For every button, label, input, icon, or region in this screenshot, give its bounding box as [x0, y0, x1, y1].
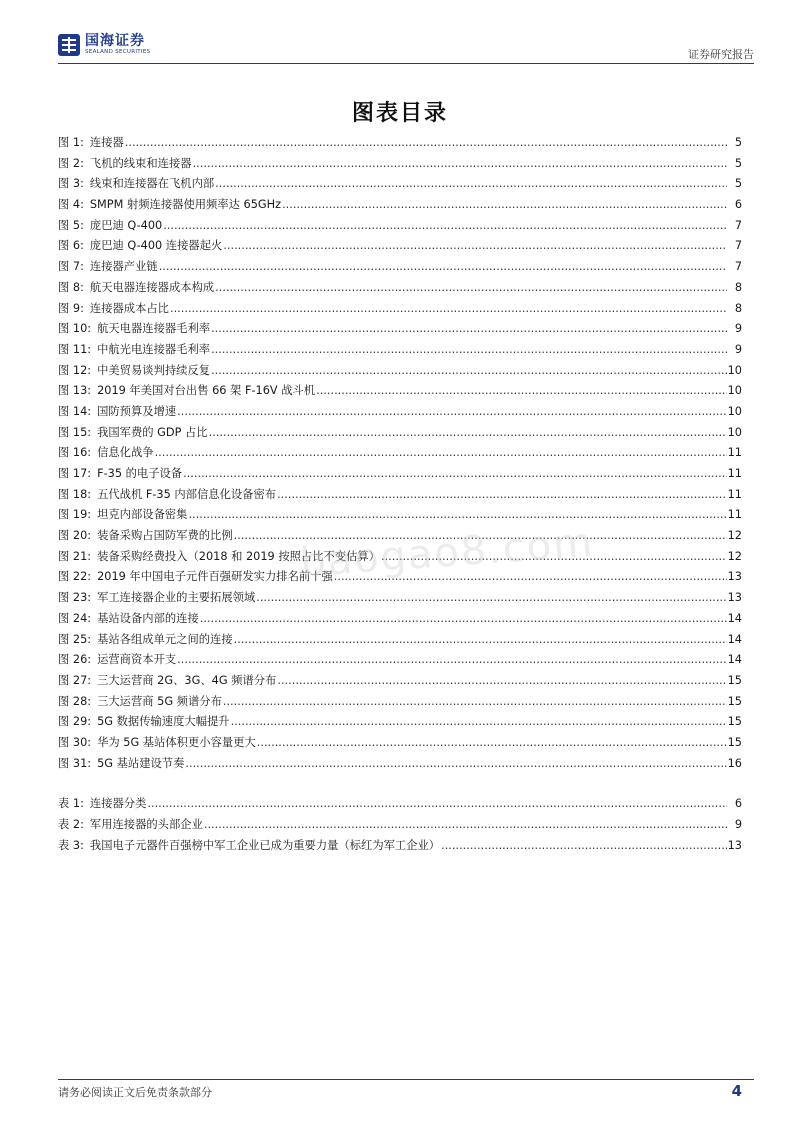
entry-number: 图 9:: [58, 301, 84, 315]
section-gap: [58, 775, 742, 795]
entry-title: 三大运营商 5G 频谱分布: [97, 694, 222, 708]
entry-number: 图 7:: [58, 260, 84, 274]
entry-number: 图 28:: [58, 694, 92, 708]
entry-title: 2019 年中国电子元件百强研发实力排名前十强: [97, 570, 333, 584]
entry-number: 图 19:: [58, 508, 92, 522]
entry-number: 图 22:: [58, 570, 92, 584]
logo-chinese-name: 国海证券: [85, 33, 145, 50]
dot-leader: [277, 488, 727, 501]
dot-leader: [211, 364, 727, 377]
page-header: [58, 30, 754, 64]
entry-title: 信息化战争: [97, 446, 154, 460]
entry-number: 图 4:: [58, 198, 84, 212]
figure-entry[interactable]: [58, 237, 742, 258]
figure-entry[interactable]: [58, 755, 742, 776]
entry-number: 表 2:: [58, 818, 84, 831]
entry-number: 图 11:: [58, 342, 92, 356]
entry-title: 航天电器连接器毛利率: [97, 322, 211, 336]
entry-number: 表 1:: [58, 797, 84, 811]
entry-page-number: 11: [727, 467, 742, 480]
dot-leader: [163, 219, 727, 232]
entry-page-number: 9: [734, 342, 742, 356]
table-entry[interactable]: [58, 816, 742, 837]
figure-entry[interactable]: [58, 465, 742, 486]
entry-page-number: 9: [734, 322, 742, 336]
dot-leader: [282, 198, 727, 211]
figure-table-of-contents: [58, 134, 742, 857]
figure-entry[interactable]: [58, 341, 742, 362]
entry-number: 图 13:: [58, 384, 92, 398]
entry-number: 图 1:: [58, 136, 84, 149]
figure-entry[interactable]: [58, 506, 742, 527]
dot-leader: [223, 695, 727, 708]
entry-page-number: 7: [734, 218, 742, 232]
entry-title: 基站设备内部的连接: [97, 611, 199, 625]
dot-leader: [200, 612, 727, 625]
footer-divider: [58, 1079, 754, 1080]
entry-page-number: 10: [727, 363, 742, 377]
entry-page-number: 14: [727, 611, 742, 625]
entry-title: F-35 的电子设备: [97, 467, 183, 480]
entry-title: 坦克内部设备密集: [97, 508, 188, 522]
table-entry[interactable]: [58, 837, 742, 858]
figure-entry[interactable]: [58, 589, 742, 610]
dot-leader: [211, 343, 727, 356]
entry-number: 图 25:: [58, 632, 92, 646]
entry-title: 国防预算及增速: [97, 404, 177, 418]
entry-page-number: 6: [734, 797, 742, 811]
page-title: 图表目录: [351, 101, 448, 126]
entry-number: 图 16:: [58, 446, 92, 460]
entry-page-number: 11: [727, 508, 742, 522]
entry-title: 2019 年美国对台出售 66 架 F-16V 战斗机: [97, 384, 316, 398]
entry-title: 航天电器连接器成本构成: [89, 280, 215, 294]
dot-leader: [177, 405, 726, 418]
dot-leader: [215, 281, 727, 294]
entry-page-number: 13: [727, 570, 742, 584]
report-type-label: 证券研究报告: [688, 48, 754, 61]
figure-entry[interactable]: [58, 486, 742, 507]
entry-page-number: 10: [727, 384, 742, 398]
entry-number: 图 24:: [58, 611, 92, 625]
entry-page-number: 5: [734, 156, 742, 170]
dot-leader: [316, 384, 727, 397]
entry-number: 图 31:: [58, 756, 92, 770]
entry-page-number: 13: [727, 591, 742, 605]
dot-leader: [170, 302, 727, 315]
entry-title: 连接器产业链: [89, 260, 158, 274]
entry-number: 图 5:: [58, 218, 84, 232]
entry-page-number: 9: [734, 818, 742, 831]
figure-entry[interactable]: [58, 134, 742, 155]
table-list: [58, 795, 742, 857]
entry-page-number: 15: [727, 715, 742, 729]
figure-entry[interactable]: [58, 300, 742, 321]
dot-leader: [441, 839, 727, 852]
dot-leader: [231, 715, 727, 728]
watermark: baogao8.com: [298, 519, 596, 587]
entry-title: 五代战机 F-35 内部信息化设备密布: [97, 487, 277, 501]
sealand-logo-icon: [58, 34, 80, 56]
entry-page-number: 11: [727, 487, 742, 501]
entry-page-number: 8: [734, 280, 742, 294]
header-divider: [58, 63, 754, 64]
figure-entry[interactable]: [58, 362, 742, 383]
entry-title: 三大运营商 2G、3G、4G 频谱分布: [97, 673, 277, 687]
entry-title: 连接器分类: [89, 797, 147, 811]
entry-number: 图 30:: [58, 735, 92, 749]
entry-title: 我国电子元器件百强榜中军工企业已成为重要力量（标红为军工企业）: [89, 838, 441, 852]
figure-entry[interactable]: [58, 258, 742, 279]
entry-page-number: 11: [727, 446, 742, 460]
entry-title: 庞巴迪 Q-400 连接器起火: [89, 239, 223, 253]
figure-entry[interactable]: [58, 217, 742, 238]
entry-number: 图 2:: [58, 156, 84, 170]
entry-number: 图 10:: [58, 322, 92, 336]
entry-number: 图 26:: [58, 653, 92, 667]
figure-entry[interactable]: [58, 279, 742, 300]
figure-entry[interactable]: [58, 444, 742, 465]
dot-leader: [211, 322, 727, 335]
figure-entry[interactable]: [58, 651, 742, 672]
figure-entry[interactable]: [58, 320, 742, 341]
entry-page-number: 12: [727, 549, 742, 563]
entry-title: 5G 数据传输速度大幅提升: [97, 715, 230, 729]
entry-number: 图 14:: [58, 404, 92, 418]
entry-page-number: 10: [727, 425, 742, 439]
dot-leader: [234, 633, 727, 646]
logo-english-name: SEALAND SECURITIES: [85, 49, 151, 56]
entry-title: SMPM 射频连接器使用频率达 65GHz: [89, 198, 282, 212]
entry-title: 我国军费的 GDP 占比: [97, 425, 208, 439]
entry-title: 线束和连接器在飞机内部: [89, 177, 215, 191]
figure-entry[interactable]: [58, 610, 742, 631]
entry-number: 图 8:: [58, 280, 84, 294]
entry-number: 图 23:: [58, 591, 92, 605]
table-entry[interactable]: [58, 795, 742, 816]
entry-number: 图 27:: [58, 673, 92, 687]
disclaimer-note: 请务必阅读正文后免责条款部分: [58, 1086, 212, 1099]
entry-title: 军用连接器的头部企业: [89, 818, 203, 831]
entry-page-number: 12: [727, 529, 742, 543]
figure-list: [58, 134, 742, 775]
entry-page-number: 7: [734, 260, 742, 274]
entry-title: 中美贸易谈判持续反复: [97, 363, 211, 377]
entry-title: 连接器: [89, 136, 124, 149]
entry-number: 图 15:: [58, 425, 92, 439]
dot-leader: [159, 260, 727, 273]
entry-page-number: 10: [727, 404, 742, 418]
dot-leader: [177, 653, 726, 666]
dot-leader: [256, 591, 726, 604]
dot-leader: [215, 177, 727, 190]
entry-number: 图 6:: [58, 239, 84, 253]
dot-leader: [188, 508, 726, 521]
company-logo: [58, 34, 150, 56]
entry-number: 图 20:: [58, 529, 92, 543]
entry-title: 运营商资本开支: [97, 653, 177, 667]
dot-leader: [209, 426, 727, 439]
entry-page-number: 15: [727, 673, 742, 687]
entry-page-number: 8: [734, 301, 742, 315]
entry-page-number: 5: [734, 136, 742, 149]
figure-entry[interactable]: [58, 713, 742, 734]
entry-title: 华为 5G 基站体积更小容量更大: [97, 735, 256, 749]
dot-leader: [183, 467, 727, 480]
page-number: 4: [731, 1082, 742, 1100]
entry-title: 装备采购占国防军费的比例: [97, 529, 233, 543]
dot-leader: [223, 239, 727, 252]
entry-number: 表 3:: [58, 838, 84, 852]
figure-entry[interactable]: [58, 631, 742, 652]
entry-title: 庞巴迪 Q-400: [89, 218, 163, 232]
figure-entry[interactable]: [58, 424, 742, 445]
figure-entry[interactable]: [58, 403, 742, 424]
entry-page-number: 14: [727, 632, 742, 646]
figure-entry[interactable]: [58, 175, 742, 196]
entry-title: 基站各组成单元之间的连接: [97, 632, 233, 646]
entry-title: 飞机的线束和连接器: [89, 156, 192, 170]
entry-title: 军工连接器企业的主要拓展领域: [97, 591, 256, 605]
entry-page-number: 13: [727, 838, 742, 852]
figure-entry[interactable]: [58, 155, 742, 176]
entry-page-number: 15: [727, 694, 742, 708]
entry-page-number: 16: [727, 756, 742, 770]
entry-number: 图 3:: [58, 177, 84, 191]
entry-page-number: 7: [734, 239, 742, 253]
entry-page-number: 5: [734, 177, 742, 191]
figure-entry[interactable]: [58, 196, 742, 217]
dot-leader: [277, 674, 726, 687]
entry-page-number: 15: [727, 735, 742, 749]
dot-leader: [125, 136, 727, 149]
dot-leader: [147, 797, 727, 810]
entry-title: 连接器成本占比: [89, 301, 169, 315]
entry-title: 装备采购经费投入（2018 和 2019 按照占比不变估算）: [97, 549, 380, 563]
dot-leader: [204, 818, 727, 831]
figure-entry[interactable]: [58, 672, 742, 693]
entry-page-number: 6: [734, 198, 742, 212]
entry-number: 图 18:: [58, 487, 92, 501]
figure-entry[interactable]: [58, 382, 742, 403]
entry-page-number: 14: [727, 653, 742, 667]
dot-leader: [185, 757, 726, 770]
dot-leader: [193, 157, 727, 170]
entry-number: 图 29:: [58, 715, 92, 729]
dot-leader: [155, 446, 727, 459]
entry-number: 图 12:: [58, 363, 92, 377]
entry-number: 图 17:: [58, 467, 92, 480]
figure-entry[interactable]: [58, 693, 742, 714]
entry-number: 图 21:: [58, 549, 92, 563]
dot-leader: [257, 736, 727, 749]
entry-title: 5G 基站建设节奏: [97, 756, 185, 770]
figure-entry[interactable]: [58, 734, 742, 755]
entry-title: 中航光电连接器毛利率: [97, 342, 211, 356]
